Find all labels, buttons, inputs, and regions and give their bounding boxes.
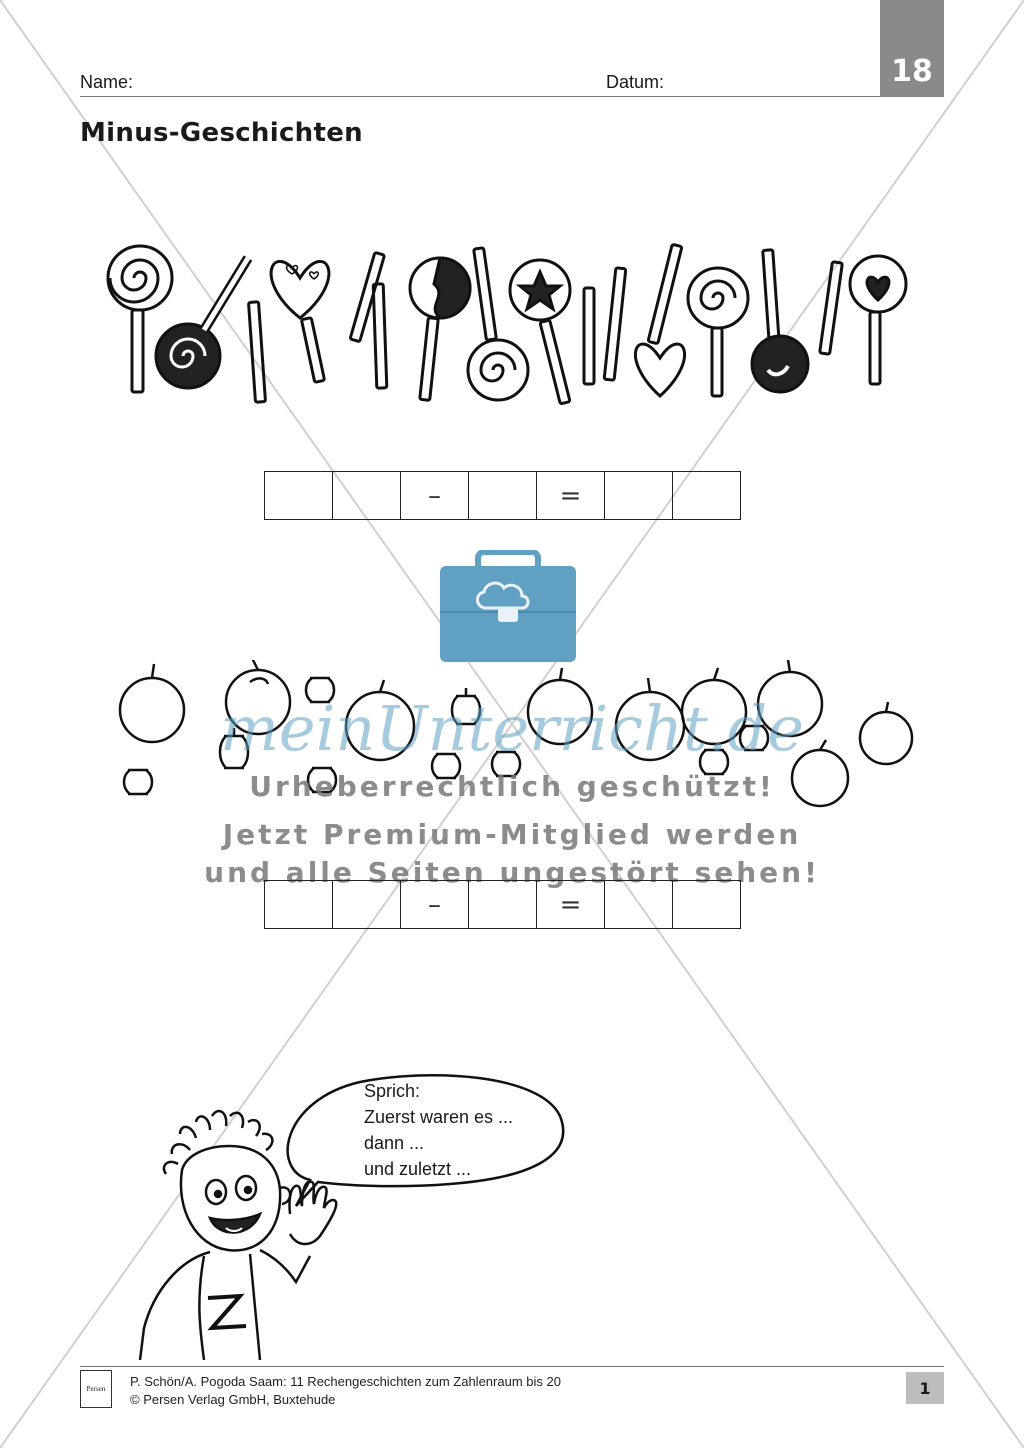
equation-cell[interactable] — [265, 472, 333, 519]
watermark-line-1: Urheberrechtlich geschützt! — [249, 770, 775, 803]
footer-divider — [80, 1366, 944, 1367]
date-label: Datum: — [606, 72, 665, 92]
equation-cell[interactable] — [265, 881, 333, 928]
speech-line-2: Zuerst waren es ... — [364, 1107, 514, 1127]
briefcase-cloud-icon — [438, 550, 578, 664]
footer-page-number: 1 — [906, 1372, 944, 1404]
equation-cell[interactable] — [605, 472, 673, 519]
equation-cell[interactable] — [673, 881, 740, 928]
name-label: Name: — [80, 72, 134, 92]
equals-sign: = — [537, 472, 605, 519]
minus-sign: – — [401, 881, 469, 928]
equation-cell[interactable] — [333, 472, 401, 519]
speech-bubble — [364, 1078, 513, 1182]
page-number-badge: 18 — [880, 0, 944, 97]
watermark-line-3: und alle Seiten ungestört sehen! — [204, 856, 820, 889]
equation-cell[interactable] — [673, 472, 740, 519]
speech-line-4: und zuletzt ... — [364, 1159, 472, 1179]
speech-line-3: dann ... — [364, 1133, 425, 1153]
publisher-logo: Persen — [80, 1370, 112, 1408]
equation-cell[interactable] — [333, 881, 401, 928]
footer-citation: P. Schön/A. Pogoda Saam: 11 Rechengeschichten zum Zahlenraum bis 20 — [130, 1374, 561, 1389]
watermark-brand: meinUnterricht.de — [220, 692, 804, 765]
page-title: Minus-Geschichten — [80, 118, 363, 148]
minus-sign: – — [401, 472, 469, 519]
watermark-line-2: Jetzt Premium-Mitglied werden — [222, 818, 802, 851]
equation-cell[interactable] — [605, 881, 673, 928]
lollipops-illustration — [100, 238, 920, 410]
equals-sign: = — [537, 881, 605, 928]
equation-cell[interactable] — [469, 881, 537, 928]
header-divider — [80, 96, 880, 97]
equation-cell[interactable] — [469, 472, 537, 519]
speech-line-1: Sprich: — [364, 1081, 421, 1101]
footer-copyright: © Persen Verlag GmbH, Buxtehude — [130, 1392, 336, 1407]
equation-row-2 — [264, 880, 741, 929]
equation-row-1 — [264, 471, 741, 520]
